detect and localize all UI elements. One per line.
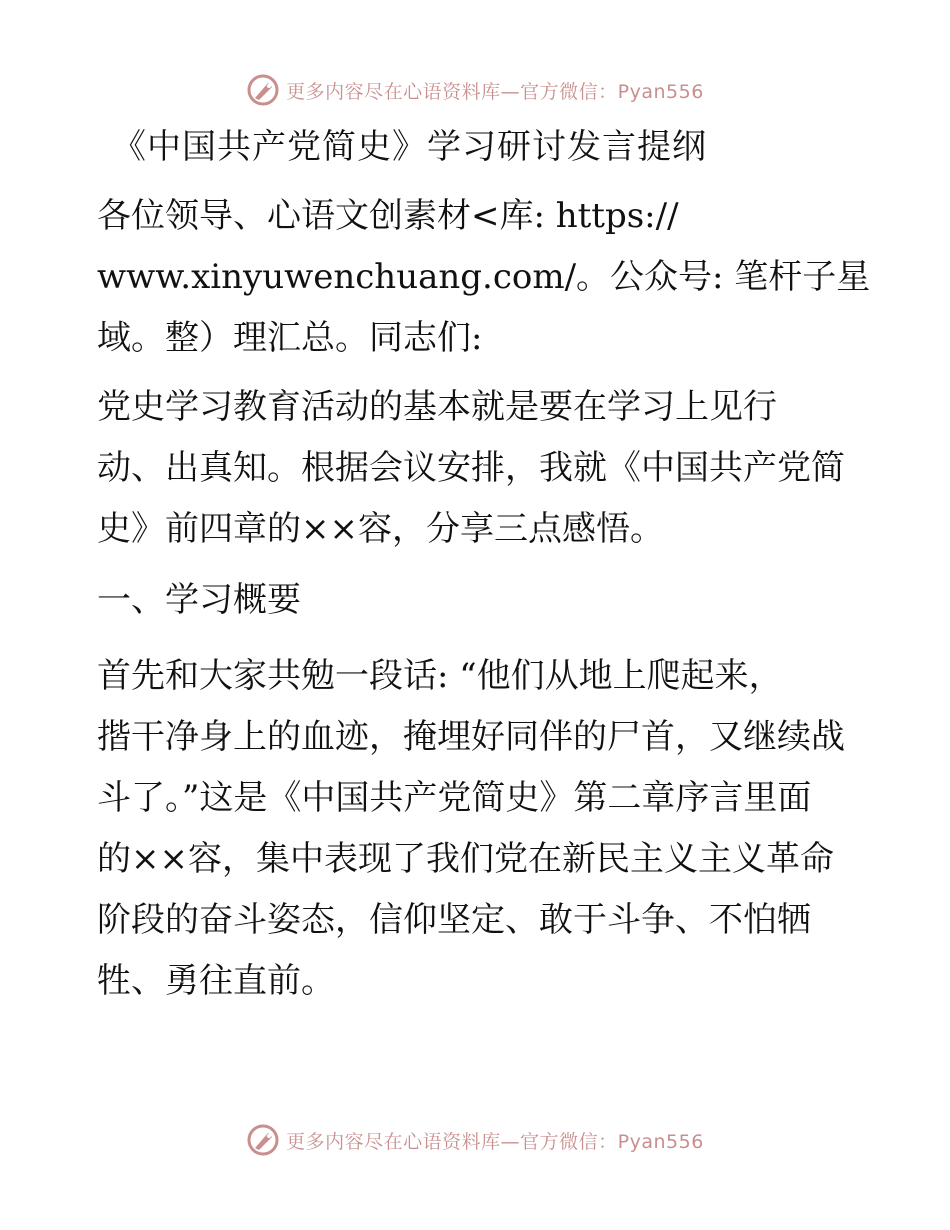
document-title: 《中国共产党简史》学习研讨发言提纲 <box>112 127 707 167</box>
paragraph-line: 首先和大家共勉一段话: “他们从地上爬起来， <box>97 656 783 696</box>
paragraph-intro <box>97 377 857 560</box>
pen-nib-logo-icon <box>246 73 280 107</box>
paragraph-line: 阶段的奋斗姿态，信仰坚定、敢于斗争、不怕牺 <box>97 900 811 940</box>
footer-watermark-text: 更多内容尽在心语资料库—官方微信：Pyan556 <box>286 1130 704 1153</box>
paragraph-line: www.xinyuwenchuang.com/。公众号: 笔杆子星 <box>97 257 871 297</box>
header-watermark <box>0 70 950 110</box>
footer-watermark-content <box>246 1123 704 1157</box>
paragraph-line: 牲、勇往直前。 <box>97 961 335 1001</box>
paragraph-line: 域。整）理汇总。同志们: <box>97 318 483 358</box>
footer-watermark <box>0 1120 950 1160</box>
paragraph-line: 各位领导、心语文创素材<库: https:// <box>97 196 679 236</box>
paragraph-line: 史》前四章的××容，分享三点感悟。 <box>97 509 664 549</box>
paragraph-greeting <box>97 186 871 369</box>
header-watermark-content <box>246 73 704 107</box>
paragraph-line: 的××容，集中表现了我们党在新民主义主义革命 <box>97 839 834 879</box>
paragraph-line: 斗了。”这是《中国共产党简史》第二章序言里面 <box>97 778 812 818</box>
paragraph-line: 党史学习教育活动的基本就是要在学习上见行 <box>97 387 777 427</box>
header-watermark-text: 更多内容尽在心语资料库—官方微信：Pyan556 <box>286 80 704 103</box>
paragraph-line: 揩干净身上的血迹，掩埋好同伴的尸首，又继续战 <box>97 717 845 757</box>
section-heading-text: 一、学习概要 <box>97 580 301 620</box>
paragraph-body <box>97 646 857 1012</box>
section-heading <box>97 570 857 631</box>
paragraph-line: 动、出真知。根据会议安排，我就《中国共产党简 <box>97 448 845 488</box>
pen-nib-logo-icon <box>246 1123 280 1157</box>
